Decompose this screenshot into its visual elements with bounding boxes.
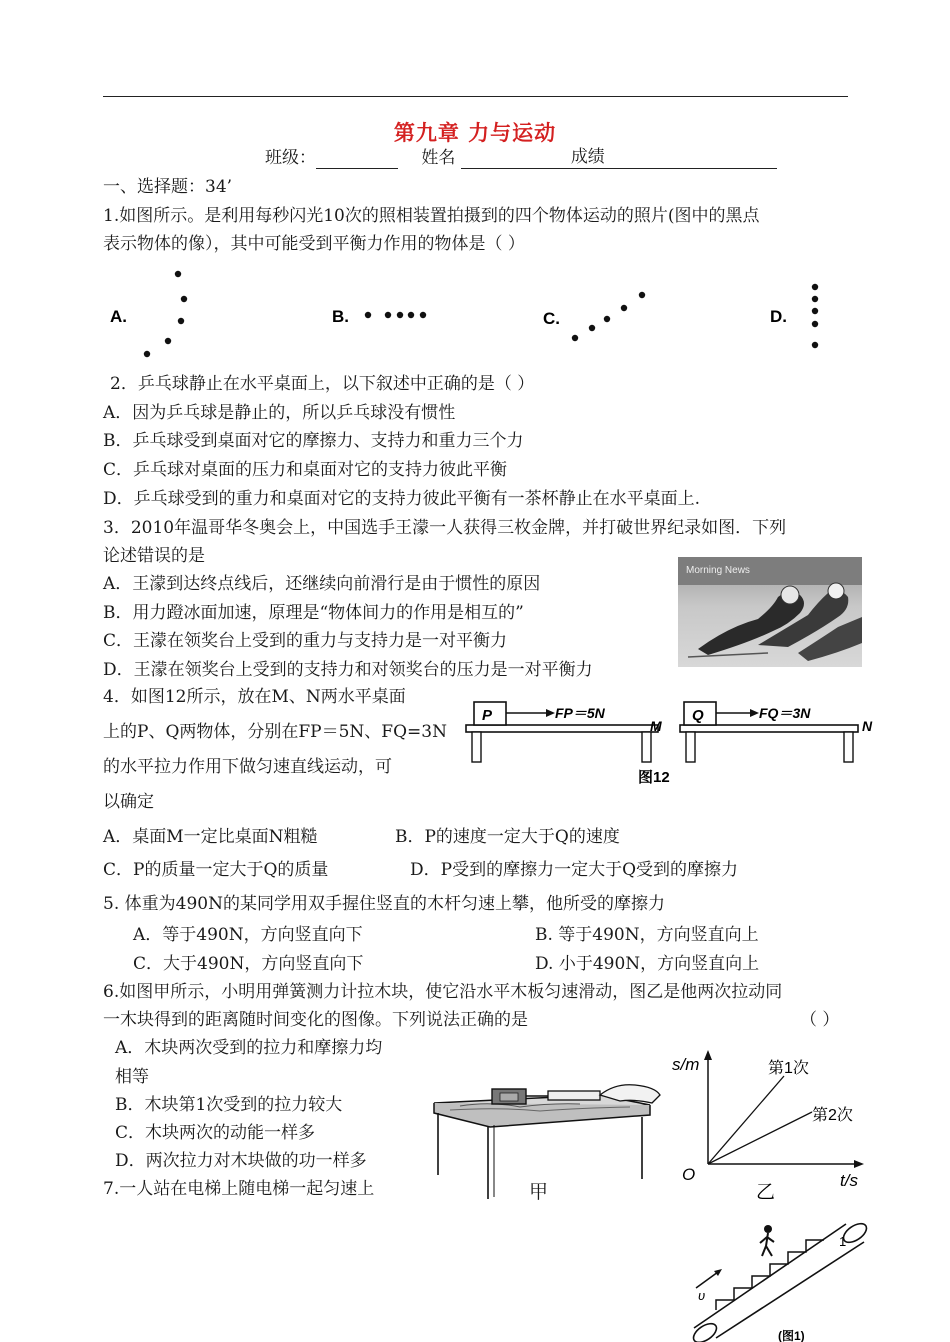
q4-option-b: B．P的速度一定大于Q的速度 xyxy=(395,827,620,847)
q4-line-1: 4．如图12所示，放在M、N两水平桌面 xyxy=(103,687,406,707)
name-label: 姓名 xyxy=(421,148,456,168)
q6-blank: （ ） xyxy=(800,1010,840,1030)
q4-option-c: C．P的质量一定大于Q的质量 xyxy=(103,860,329,880)
q6-graph-yi xyxy=(672,1046,872,1206)
q2-option-b: B．乒乓球受到桌面对它的摩擦力、支持力和重力三个力 xyxy=(103,431,524,451)
v-label: υ xyxy=(698,1288,706,1303)
q2-stem: 2．乒乓球静止在水平桌面上，以下叙述中正确的是（ ） xyxy=(110,374,535,394)
q6-option-c: C．木块两次的动能一样多 xyxy=(115,1123,316,1143)
q1-label-b: B. xyxy=(332,307,349,326)
q1-label-c: C. xyxy=(543,309,560,328)
series-1-label: 第1次 xyxy=(768,1060,809,1077)
q1-label-a: A. xyxy=(110,307,127,326)
q5-option-a: A．等于490N，方向竖直向下 xyxy=(133,925,363,945)
q2-option-d: D．乒乓球受到的重力和桌面对它的支持力彼此平衡有一茶杯静止在水平桌面上. xyxy=(103,489,701,509)
dot xyxy=(397,312,403,318)
caption-jia: 甲 xyxy=(529,1182,549,1203)
section-title: 一、选择题：34’ xyxy=(103,177,233,197)
dot xyxy=(604,316,610,322)
x-axis-label: t/s xyxy=(840,1171,858,1190)
dot xyxy=(365,312,371,318)
dot xyxy=(175,271,181,277)
series-2-label: 第2次 xyxy=(812,1107,853,1124)
dot xyxy=(408,312,414,318)
q6-option-a: A．木块两次受到的拉力和摩擦力均 xyxy=(115,1038,383,1058)
caption-yi: 乙 xyxy=(756,1182,776,1203)
q3-stem-1: 3．2010年温哥华冬奥会上，中国选手王濛一人获得三枚金牌，并打破世界纪录如图．下列 xyxy=(103,518,787,538)
n-label: N xyxy=(862,718,873,734)
q1-text-1: 1.如图所示。是利用每秒闪光10次的照相装置拍摄到的四个物体运动的照片(图中的黑点 xyxy=(103,206,760,226)
photo-caption: Morning News xyxy=(686,565,750,576)
one-label: 1 xyxy=(839,1234,847,1249)
dot xyxy=(812,342,818,348)
q6-option-a-cont: 相等 xyxy=(115,1067,149,1087)
top-rule xyxy=(103,96,848,97)
q4-line-4: 以确定 xyxy=(103,792,154,812)
dot xyxy=(385,312,391,318)
q3-option-d: D．王濛在领奖台上受到的支持力和对领奖台的压力是一对平衡力 xyxy=(103,660,593,680)
dot xyxy=(621,305,627,311)
dot xyxy=(812,321,818,327)
q3-option-a: A．王濛到达终点线后，还继续向前滑行是由于惯性的原因 xyxy=(103,574,541,594)
fq-label: FQ＝3N xyxy=(759,705,811,721)
q3-option-c: C．王濛在领奖台上受到的重力与支持力是一对平衡力 xyxy=(103,631,508,651)
line-series-1 xyxy=(708,1076,784,1164)
dot xyxy=(144,351,150,357)
line-series-2 xyxy=(708,1112,812,1164)
q-label: Q xyxy=(692,707,704,724)
class-label: 班级： xyxy=(265,148,316,168)
student-info-row xyxy=(265,147,777,169)
q4-option-a: A．桌面M一定比桌面N粗糙 xyxy=(103,827,318,847)
q2-option-a: A．因为乒乓球是静止的，所以乒乓球没有惯性 xyxy=(103,403,456,423)
q2-option-c: C．乒乓球对桌面的压力和桌面对它的支持力彼此平衡 xyxy=(103,460,508,480)
p-label: P xyxy=(482,707,493,724)
q5-option-c: C．大于490N，方向竖直向下 xyxy=(133,954,364,974)
dot xyxy=(812,284,818,290)
dot xyxy=(420,312,426,318)
q1-figure xyxy=(100,262,840,367)
q3-option-b: B．用力蹬冰面加速，原理是“物体间力的作用是相互的” xyxy=(103,603,524,623)
dot xyxy=(181,296,187,302)
q1-label-d: D. xyxy=(770,307,787,326)
q3-stem-2: 论述错误的是 xyxy=(103,546,205,566)
origin-label: O xyxy=(682,1165,696,1184)
m-label: M xyxy=(650,718,662,734)
q4-line-3: 的水平拉力作用下做匀速直线运动，可 xyxy=(103,757,392,777)
q4-option-d: D．P受到的摩擦力一定大于Q受到的摩擦力 xyxy=(410,860,739,880)
class-blank xyxy=(316,150,398,169)
q4-figure xyxy=(460,695,880,795)
q1-text-2: 表示物体的像），其中可能受到平衡力作用的物体是（ ） xyxy=(103,234,525,254)
dot xyxy=(639,292,645,298)
dot xyxy=(165,338,171,344)
q4-line-2: 上的P、Q两物体，分别在FP＝5N、FQ=3N xyxy=(103,722,447,742)
q6-stem-1: 6.如图甲所示，小明用弹簧测力计拉木块，使它沿水平木板匀速滑动，图乙是他两次拉动同 xyxy=(103,982,783,1002)
dot xyxy=(589,325,595,331)
fp-label: FP＝5N xyxy=(555,705,605,721)
q7-caption: (图1) xyxy=(778,1329,805,1342)
name-score-blank xyxy=(461,147,777,169)
q5-option-d: D. 小于490N，方向竖直向上 xyxy=(535,954,760,974)
skater-photo xyxy=(678,557,862,667)
q6-stem-2: 一木块得到的距离随时间变化的图像。下列说法正确的是 xyxy=(103,1010,528,1030)
q7-stem: 7.一人站在电梯上随电梯一起匀速上 xyxy=(103,1179,375,1199)
dot xyxy=(812,296,818,302)
dot xyxy=(178,318,184,324)
q7-figure xyxy=(686,1216,872,1342)
q4-caption: 图12 xyxy=(638,769,670,786)
q5-stem: 5. 体重为490N的某同学用双手握住竖直的木杆匀速上攀，他所受的摩擦力 xyxy=(103,894,665,914)
y-axis-label: s/m xyxy=(672,1055,700,1074)
q6-option-d: D．两次拉力对木块做的功一样多 xyxy=(115,1151,367,1171)
page-title: 第九章 力与运动 xyxy=(393,121,557,145)
dot xyxy=(812,308,818,314)
score-label: 成绩 xyxy=(570,147,605,167)
dot xyxy=(572,335,578,341)
q5-option-b: B. 等于490N，方向竖直向上 xyxy=(535,925,759,945)
q6-option-b: B．木块第1次受到的拉力较大 xyxy=(115,1095,343,1115)
